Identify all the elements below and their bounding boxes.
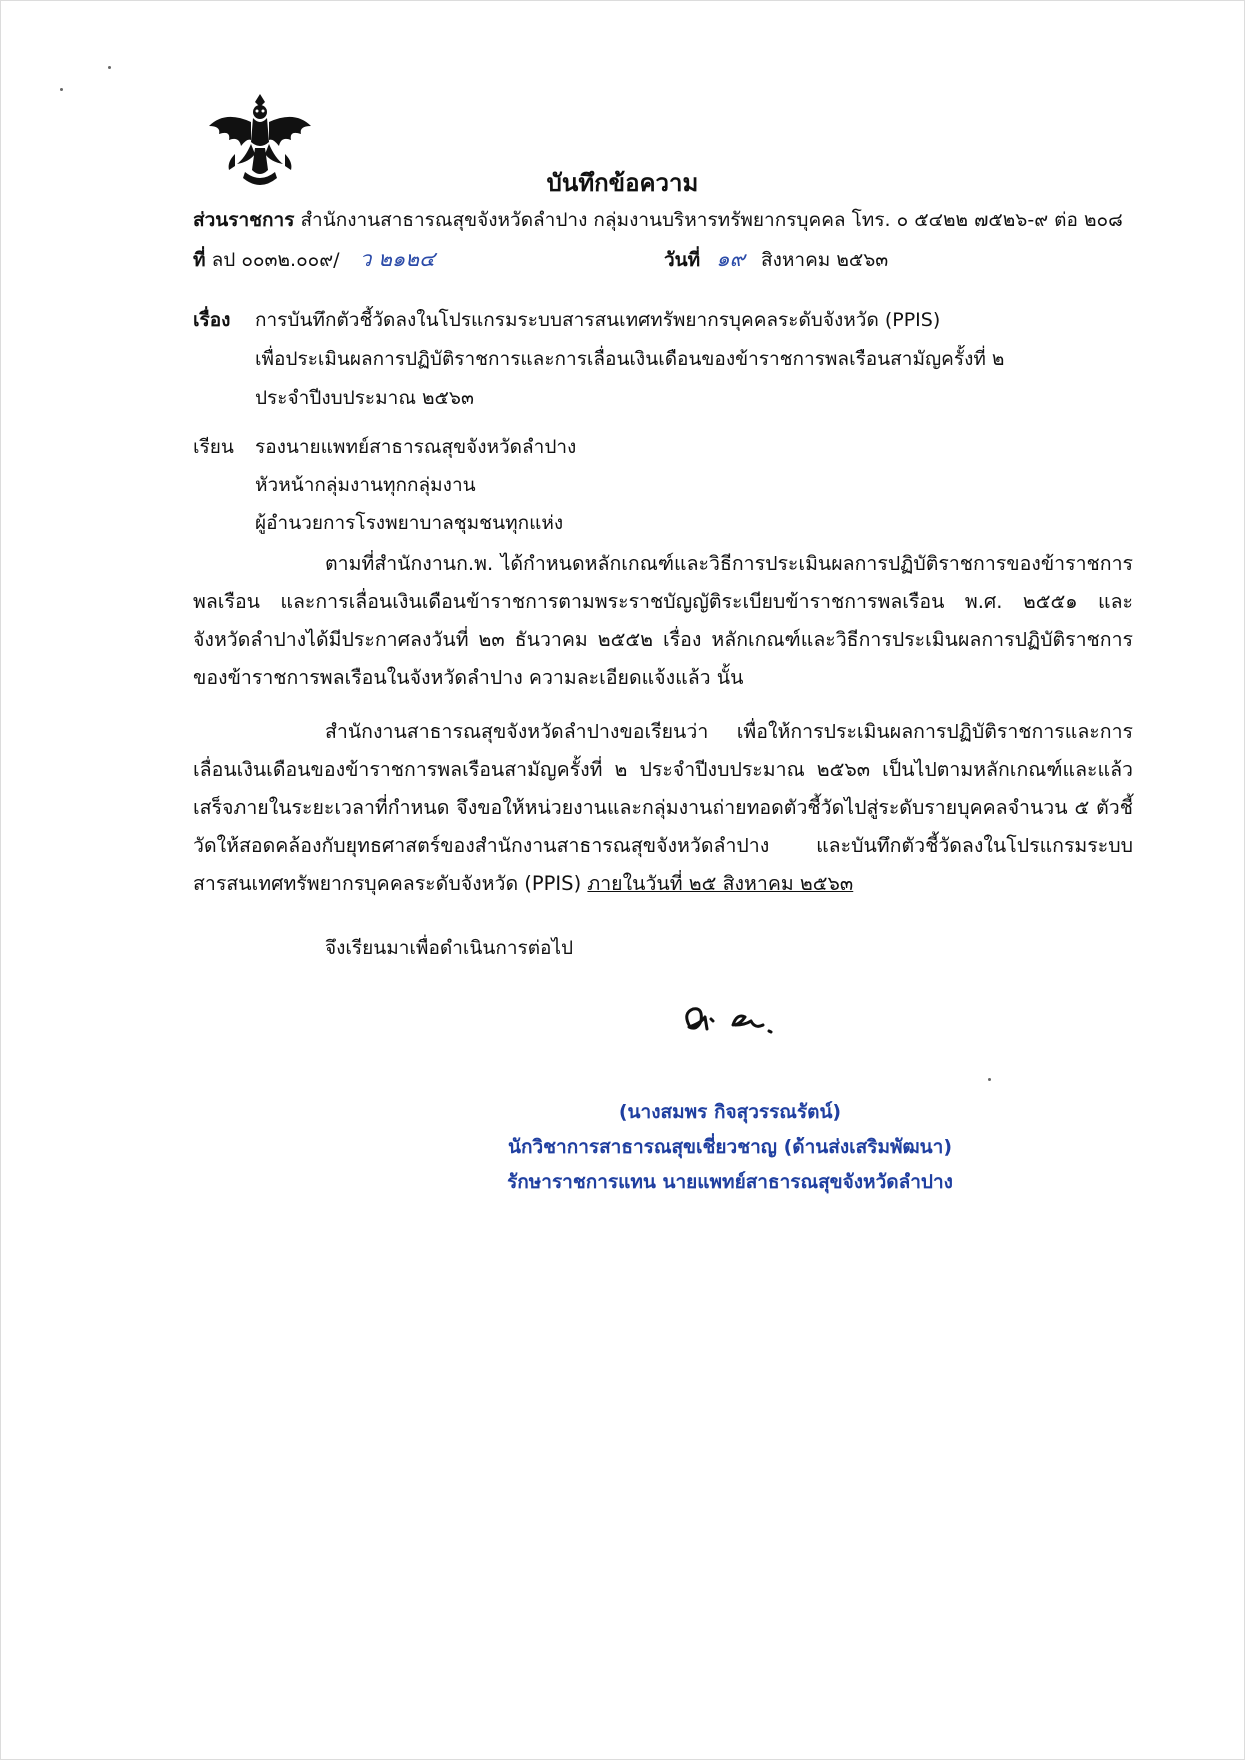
scan-speck bbox=[988, 1078, 991, 1081]
body-paragraph-2-main: สำนักงานสาธารณสุขจังหวัดลำปางขอเรียนว่า เพื่อให้การประเมินผลการปฏิบัติราชการและการเลื่อนเงินเดือนของข้าราชการพลเรือนสามัญครั้งที่ ๒ ประจำปีงบประมาณ ๒๕๖๓ เป็นไปตามหลักเกณฑ์และแล้วเสร็จภายในระยะเวลาที่กำหนด จึงขอให้หน่วยงานและกลุ่มงานถ่ายทอดตัวชี้วัดไปสู่ระดับรายบุคคลจำนวน ๕ ตัวชี้วัดให้สอดคล้องกับยุทธศาสตร์ของสำนักงานสาธารณสุขจังหวัดลำปาง และบันทึกตัวชี้วัดลงในโปรแกรมระบบสารสนเทศทรัพยากรบุคคลระดับจังหวัด (PPIS) bbox=[193, 720, 1133, 895]
subject-label: เรื่อง bbox=[193, 309, 231, 331]
reference-line bbox=[193, 246, 435, 273]
recipients-label: เรียน bbox=[193, 436, 234, 458]
reference-number-handwritten: ว ๒๑๒๔ bbox=[359, 247, 436, 271]
date-line bbox=[664, 246, 888, 273]
scan-speck bbox=[108, 66, 111, 69]
date-label: วันที่ bbox=[664, 249, 701, 271]
date-day-handwritten: ๑๙ bbox=[716, 247, 745, 271]
reference-label: ที่ bbox=[193, 249, 206, 271]
subject-block bbox=[255, 301, 1004, 418]
deadline-text: ภายในวันที่ ๒๕ สิงหาคม ๒๕๖๓ bbox=[587, 872, 854, 895]
department-line bbox=[193, 207, 1123, 233]
body-paragraph-1-text: ตามที่สำนักงานก.พ. ได้กำหนดหลักเกณฑ์และวิธีการประเมินผลการปฏิบัติราชการของข้าราชการพลเรือน และการเลื่อนเงินเดือนข้าราชการตามพระราชบัญญัติระเบียบข้าราชการพลเรือน พ.ศ. ๒๕๕๑ และจังหวัดลำปางได้มีประกาศลงวันที่ ๒๓ ธันวาคม ๒๕๕๒ เรื่อง หลักเกณฑ์และวิธีการประเมินผลการปฏิบัติราชการของข้าราชการพลเรือนในจังหวัดลำปาง ความละเอียดแจ้งแล้ว นั้น bbox=[193, 552, 1133, 689]
body-paragraph-2 bbox=[193, 713, 1133, 903]
signatory-name: (นางสมพร กิจสุวรรณรัตน์) bbox=[618, 1101, 842, 1123]
recipient-line: รองนายแพทย์สาธารณสุขจังหวัดลำปาง bbox=[255, 436, 577, 458]
closing-text: จึงเรียนมาเพื่อดำเนินการต่อไป bbox=[325, 937, 574, 959]
signature-block bbox=[440, 1095, 1020, 1200]
signatory-acting: รักษาราชการแทน นายแพทย์สาธารณสุขจังหวัดลำปาง bbox=[507, 1171, 953, 1193]
reference-value: ลป ๐๐๓๒.๐๐๙/ bbox=[211, 249, 340, 271]
memo-title: บันทึกข้อความ bbox=[546, 169, 699, 197]
department-label: ส่วนราชการ bbox=[193, 209, 295, 231]
subject-line: เพื่อประเมินผลการปฏิบัติราชการและการเลื่อนเงินเดือนของข้าราชการพลเรือนสามัญครั้งที่ ๒ bbox=[255, 348, 1005, 370]
scan-speck bbox=[60, 88, 63, 91]
recipient-line: ผู้อำนวยการโรงพยาบาลชุมชนทุกแห่ง bbox=[255, 512, 564, 534]
department-value: สำนักงานสาธารณสุขจังหวัดลำปาง กลุ่มงานบริหารทรัพยากรบุคคล โทร. ๐ ๕๔๒๒ ๗๕๒๖-๙ ต่อ ๒๐๘ bbox=[300, 209, 1123, 231]
subject-line: ประจำปีงบประมาณ ๒๕๖๓ bbox=[255, 387, 474, 409]
recipient-line: หัวหน้ากลุ่มงานทุกกลุ่มงาน bbox=[255, 474, 476, 496]
body-paragraph-1 bbox=[193, 545, 1133, 697]
signatory-position: นักวิชาการสาธารณสุขเชี่ยวชาญ (ด้านส่งเสริมพัฒนา) bbox=[507, 1136, 952, 1158]
subject-line: การบันทึกตัวชี้วัดลงในโปรแกรมระบบสารสนเทศทรัพยากรบุคคลระดับจังหวัด (PPIS) bbox=[255, 309, 941, 331]
handwritten-signature bbox=[675, 995, 795, 1045]
date-value: สิงหาคม ๒๕๖๓ bbox=[761, 249, 889, 271]
body-paragraph-2-text bbox=[193, 713, 1133, 903]
recipients-block bbox=[255, 428, 576, 542]
